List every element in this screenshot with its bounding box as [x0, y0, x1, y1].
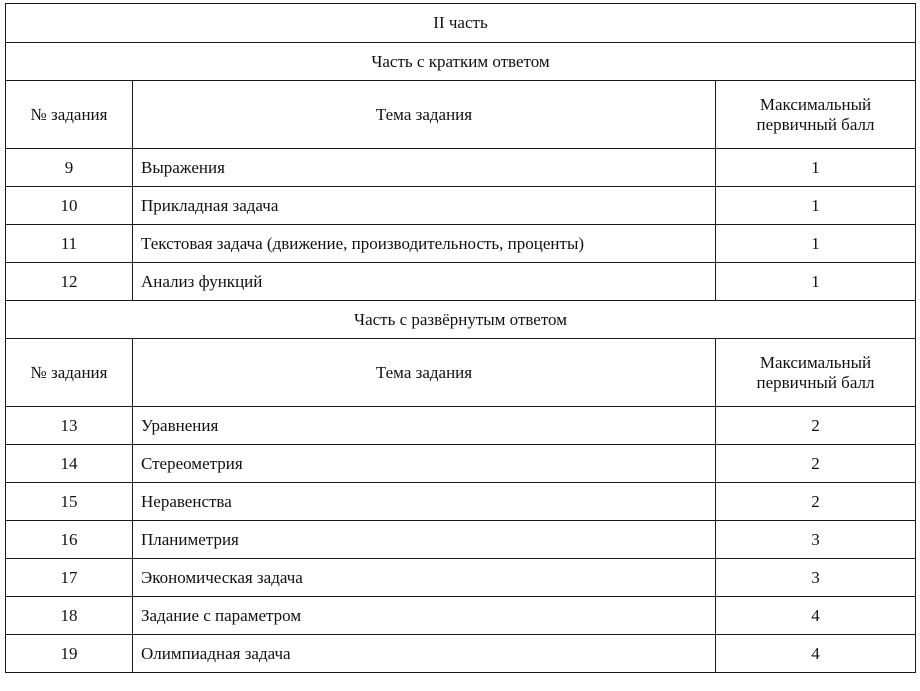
- header-row: [6, 81, 916, 149]
- task-number: 14: [6, 445, 133, 483]
- task-topic: Текстовая задача (движение, производительность, проценты): [133, 225, 716, 263]
- header-max-score-line2: первичный балл: [756, 114, 875, 134]
- task-score: 4: [716, 597, 916, 635]
- table-row: [6, 483, 916, 521]
- task-number: 18: [6, 597, 133, 635]
- task-topic: Выражения: [133, 149, 716, 187]
- table-row: [6, 263, 916, 301]
- table-title-row: [6, 4, 916, 43]
- header-max-score-line1: Максимальный: [759, 352, 872, 372]
- task-score: 1: [716, 263, 916, 301]
- task-number: 9: [6, 149, 133, 187]
- task-score: 1: [716, 187, 916, 225]
- header-task-topic: Тема задания: [133, 339, 716, 407]
- task-number: 13: [6, 407, 133, 445]
- table-row: [6, 597, 916, 635]
- task-number: 17: [6, 559, 133, 597]
- document: [5, 3, 915, 673]
- task-score: 3: [716, 521, 916, 559]
- task-number: 19: [6, 635, 133, 673]
- task-topic: Прикладная задача: [133, 187, 716, 225]
- table-row: [6, 559, 916, 597]
- table-row: [6, 187, 916, 225]
- header-max-score: [716, 339, 916, 407]
- table-row: [6, 445, 916, 483]
- section-row-short-answer: [6, 43, 916, 81]
- table-title: II часть: [6, 4, 916, 43]
- task-number: 11: [6, 225, 133, 263]
- header-max-score-line2: первичный балл: [756, 372, 875, 392]
- section-row-extended-answer: [6, 301, 916, 339]
- table-row: [6, 225, 916, 263]
- header-max-score: [716, 81, 916, 149]
- task-score: 1: [716, 149, 916, 187]
- task-topic: Уравнения: [133, 407, 716, 445]
- task-number: 15: [6, 483, 133, 521]
- table-row: [6, 635, 916, 673]
- table-row: [6, 149, 916, 187]
- task-number: 10: [6, 187, 133, 225]
- task-number: 16: [6, 521, 133, 559]
- section-title: Часть с развёрнутым ответом: [6, 301, 916, 339]
- task-score: 1: [716, 225, 916, 263]
- task-topic: Олимпиадная задача: [133, 635, 716, 673]
- task-topic: Анализ функций: [133, 263, 716, 301]
- exam-structure-table: [5, 3, 916, 673]
- task-topic: Задание с параметром: [133, 597, 716, 635]
- header-task-number: № задания: [6, 339, 133, 407]
- task-score: 4: [716, 635, 916, 673]
- task-score: 3: [716, 559, 916, 597]
- task-topic: Стереометрия: [133, 445, 716, 483]
- task-score: 2: [716, 407, 916, 445]
- section-title: Часть с кратким ответом: [6, 43, 916, 81]
- task-number: 12: [6, 263, 133, 301]
- table-row: [6, 521, 916, 559]
- header-task-number: № задания: [6, 81, 133, 149]
- table-row: [6, 407, 916, 445]
- task-topic: Планиметрия: [133, 521, 716, 559]
- header-task-topic: Тема задания: [133, 81, 716, 149]
- task-topic: Неравенства: [133, 483, 716, 521]
- header-max-score-line1: Максимальный: [759, 94, 872, 114]
- task-topic: Экономическая задача: [133, 559, 716, 597]
- header-row: [6, 339, 916, 407]
- task-score: 2: [716, 483, 916, 521]
- task-score: 2: [716, 445, 916, 483]
